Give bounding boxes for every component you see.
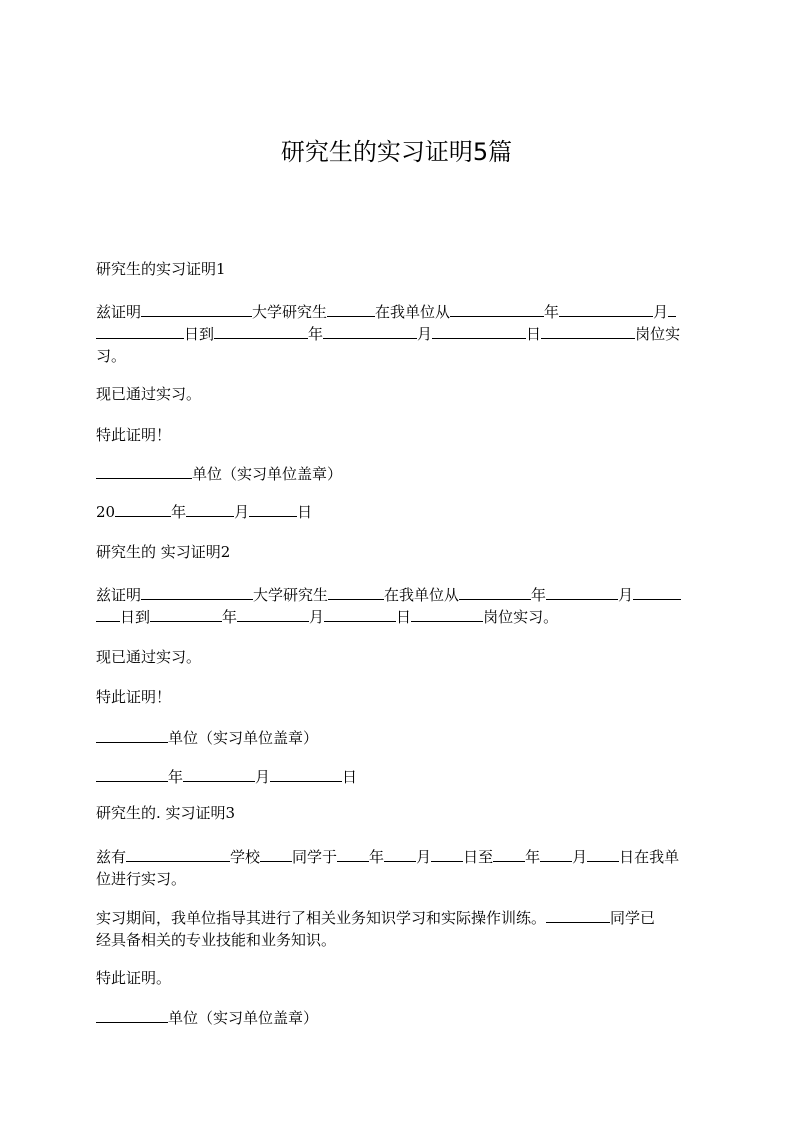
blank <box>214 323 308 339</box>
section-1-date-line: 20 年 月 日 <box>96 503 313 521</box>
blank <box>141 584 253 600</box>
blank <box>559 301 653 317</box>
section-1-certify: 特此证明！ <box>96 426 172 444</box>
blank <box>540 846 572 862</box>
section-2-unit-line: 单位（实习单位盖章） <box>96 727 696 749</box>
blank <box>432 323 526 339</box>
section-1-body-line-1: 兹证明 大学研究生 在我单位从 年 月 <box>96 301 696 323</box>
blank <box>546 907 610 923</box>
blank <box>541 323 635 339</box>
document-title: 研究生的实习证明5篇 <box>280 138 513 166</box>
blank <box>237 606 309 622</box>
section-3-para-2-line-1: 实习期间，我单位指导其进行了相关业务知识学习和实际操作训练。 同学已 <box>96 909 656 927</box>
blank <box>327 301 375 317</box>
section-1-heading: 研究生的实习证明1 <box>96 260 226 278</box>
blank <box>450 301 544 317</box>
blank <box>324 606 396 622</box>
blank <box>384 846 416 862</box>
blank <box>96 1007 168 1023</box>
section-2-passed: 现已通过实习。 <box>96 648 202 666</box>
blank <box>141 301 252 317</box>
blank <box>270 766 342 782</box>
blank <box>115 501 171 517</box>
section-1-passed: 现已通过实习。 <box>96 385 202 403</box>
blank <box>323 323 417 339</box>
blank <box>328 584 384 600</box>
section-1-body-line-2: 日到 年 月 日 岗位实 <box>96 323 696 345</box>
section-2-heading: 研究生的 实习证明2 <box>96 543 231 561</box>
blank <box>411 606 483 622</box>
blank <box>431 846 463 862</box>
section-1-unit-line: 单位（实习单位盖章） <box>96 463 696 485</box>
blank <box>249 501 297 517</box>
section-2-body-line-2: 日到 年 月 日 岗位实习。 <box>96 606 696 628</box>
section-2-date-line: 年 月 日 <box>96 766 696 788</box>
blank <box>96 727 168 743</box>
blank <box>260 846 292 862</box>
section-1-body-line-3: 习。 <box>96 347 127 365</box>
blank <box>668 301 676 317</box>
section-3-unit-line: 单位（实习单位盖章） <box>96 1007 696 1029</box>
blank <box>183 766 255 782</box>
blank <box>337 846 369 862</box>
blank <box>96 463 192 479</box>
blank <box>126 846 230 862</box>
blank <box>96 323 184 339</box>
blank <box>96 606 120 622</box>
blank <box>150 606 222 622</box>
section-3-heading: 研究生的. 实习证明3 <box>96 804 236 822</box>
section-2-certify: 特此证明！ <box>96 688 172 706</box>
blank <box>493 846 525 862</box>
section-3-body-line-2: 位进行实习。 <box>96 870 187 888</box>
blank <box>459 584 531 600</box>
blank <box>186 501 234 517</box>
section-2-body-line-1: 兹证明 大学研究生 在我单位从 年 月 <box>96 584 696 606</box>
section-3-para-2-line-2: 经具备相关的专业技能和业务知识。 <box>96 931 337 949</box>
section-3-body-line-1: 兹有 学校 同学于 年 月 日至 年 月 日在我单 <box>96 848 680 866</box>
blank <box>587 846 619 862</box>
blank <box>96 766 168 782</box>
section-3-certify: 特此证明。 <box>96 969 172 987</box>
blank <box>633 584 681 600</box>
blank <box>546 584 618 600</box>
